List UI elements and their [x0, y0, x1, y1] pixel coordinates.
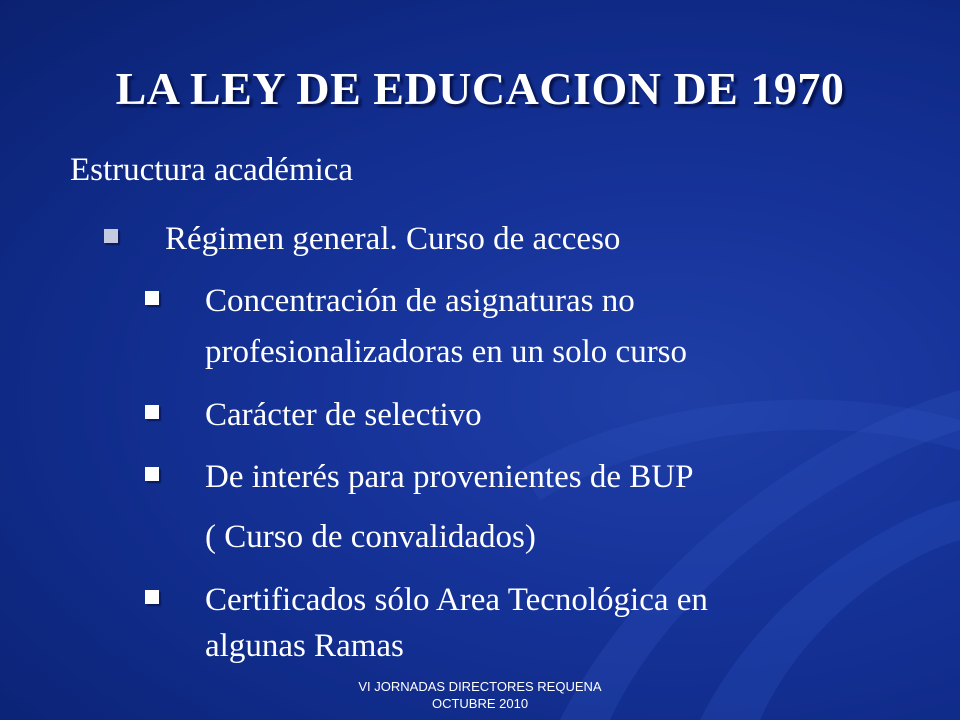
list-item-3-continuation: ( Curso de convalidados): [205, 519, 536, 555]
list-item-3-line1: De interés para provenientes de BUP: [205, 459, 694, 495]
bullet-item-1-icon: [145, 291, 159, 305]
bullet-item-2-icon: [145, 405, 159, 419]
slide-footer: [0, 678, 960, 712]
list-item-1-line2: profesionalizadoras en un solo curso: [205, 334, 688, 370]
bullet-level1-icon: [104, 229, 118, 243]
list-item-1-line1: Concentración de asignaturas no: [205, 283, 635, 319]
list-item-2-line1: Carácter de selectivo: [205, 397, 482, 433]
bullet-level1-text: Régimen general. Curso de acceso: [165, 221, 621, 257]
bullet-item-4-icon: [145, 590, 159, 604]
footer-line-1: VI JORNADAS DIRECTORES REQUENA: [358, 679, 602, 694]
footer-line-2: OCTUBRE 2010: [431, 696, 529, 711]
list-item-4-line2: algunas Ramas: [205, 628, 404, 664]
list-item-4-line1: Certificados sólo Area Tecnológica en: [205, 582, 708, 618]
bullet-item-3-icon: [145, 467, 159, 481]
slide-subtitle: Estructura académica: [70, 152, 354, 188]
slide-title: LA LEY DE EDUCACION DE 1970: [115, 63, 845, 114]
